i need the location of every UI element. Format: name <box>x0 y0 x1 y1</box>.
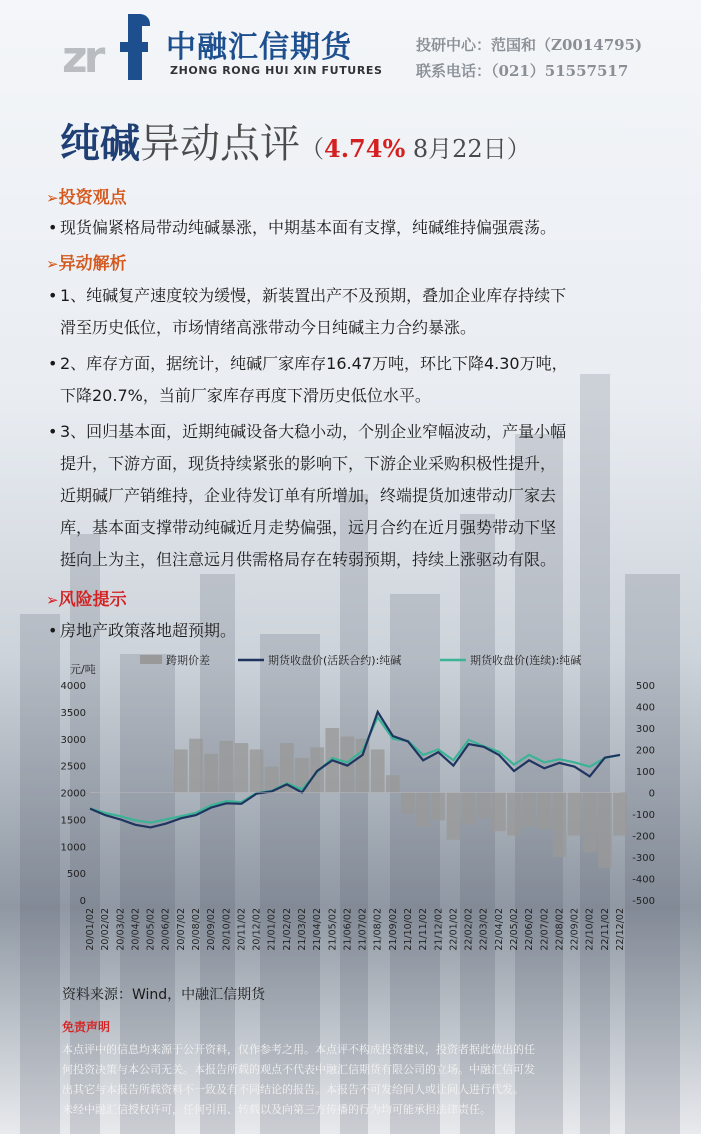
spread-bar <box>462 793 476 825</box>
disclaimer-text <box>62 1040 642 1120</box>
spread-bar <box>386 775 400 792</box>
x-tick-label: 21/04/02 <box>312 908 324 951</box>
x-tick-label: 20/04/02 <box>130 908 142 951</box>
list-item-cont: 下降20.7%，当前厂家库存再度下滑历史低位水平。 <box>60 386 431 405</box>
title-change: 4.74% <box>324 134 406 163</box>
arrow-icon: ➢ <box>46 255 59 273</box>
title-topic: 异动点评 <box>140 121 300 167</box>
list-item: • 房地产政策落地超预期。 <box>48 621 237 640</box>
section-risk-heading: ➢风险提示 <box>46 590 127 610</box>
y-tick-right: -500 <box>632 896 655 907</box>
y-axis-label: 元/吨 <box>70 663 96 676</box>
price-chart <box>0 645 701 975</box>
x-tick-label: 20/08/02 <box>191 908 202 951</box>
list-item: • 3、回归基本面，近期纯碱设备大稳小动，个别企业窄幅波动，产量小幅 <box>48 422 567 441</box>
x-tick-label: 22/04/02 <box>493 908 505 951</box>
spread-bar <box>204 754 218 793</box>
arrow-icon: ➢ <box>46 591 59 609</box>
x-tick-label: 21/05/02 <box>327 908 339 951</box>
spread-bar <box>522 793 536 827</box>
disclaimer-line: 未经中融汇信授权许可，任何引用、转载以及向第三方传播的行为均可能承担法律责任。 <box>62 1103 491 1116</box>
x-tick-label: 21/10/02 <box>403 908 414 951</box>
x-tick-label: 22/01/02 <box>448 908 460 951</box>
spread-bar <box>583 793 597 853</box>
legend-label: 期货收盘价(活跃合约):纯碱 <box>268 654 402 667</box>
list-item-cont: 挺向上为主，但注意远月供需格局存在转弱预期，持续上涨驱动有限。 <box>60 550 557 569</box>
title-product: 纯碱 <box>60 120 140 167</box>
spread-bar <box>219 741 233 793</box>
spread-bar <box>174 750 188 793</box>
section-risk-text <box>48 615 668 647</box>
x-tick-label: 21/03/02 <box>297 908 308 951</box>
chart-legend <box>140 653 581 667</box>
x-tick-label: 20/10/02 <box>221 908 233 951</box>
header <box>0 0 701 100</box>
spread-bar <box>492 793 506 832</box>
y-tick-left: 1500 <box>60 815 86 827</box>
x-tick-label: 22/05/02 <box>509 908 520 951</box>
spread-bar <box>553 793 567 858</box>
spread-bar <box>416 793 430 827</box>
x-tick-label: 22/02/02 <box>463 908 475 951</box>
list-item-cont: 库，基本面支撑带动纯碱近月走势偏强，远月合约在近月强势带动下坚 <box>60 518 557 537</box>
contact-analyst: 投研中心：范国和（Z0014795) <box>416 36 643 54</box>
title-paren: （ <box>300 135 324 163</box>
x-tick-label: 20/06/02 <box>160 908 172 951</box>
x-tick-label: 20/12/02 <box>251 908 263 951</box>
y-tick-right: 0 <box>648 788 655 800</box>
y-tick-right: -300 <box>632 853 655 864</box>
y-tick-left: 2000 <box>60 788 86 800</box>
spread-bar <box>568 793 582 836</box>
legend-label: 期货收盘价(连续):纯碱 <box>470 654 582 667</box>
disclaimer-line: 出其它与本报告所载资料不一致及有不同结论的报告。本报告不可发给间人或让间人进行代发。 <box>62 1083 524 1096</box>
spread-bar <box>613 793 627 836</box>
x-tick-label: 20/01/02 <box>85 908 96 951</box>
x-tick-label: 21/07/02 <box>357 908 369 951</box>
list-item-cont: 提升，下游方面，现货持续紧张的影响下，下游企业采购积极性提升， <box>60 454 557 473</box>
company-name-en: ZHONG RONG HUI XIN FUTURES <box>170 64 383 77</box>
y-tick-right: 300 <box>635 724 655 735</box>
disclaimer-line: 本点评中的信息均来源于公开资料，仅作参考之用。本点评不构成投资建议，投资者据此做出的任 <box>62 1043 535 1056</box>
company-name-cn: 中融汇信期货 <box>166 30 352 65</box>
legend-swatch <box>140 655 162 664</box>
x-tick-label: 22/07/02 <box>539 908 551 951</box>
spread-bars <box>174 728 627 868</box>
x-tick-label: 21/09/02 <box>387 908 399 951</box>
data-source: 资料来源：Wind，中融汇信期货 <box>62 987 266 1003</box>
x-tick-label: 21/02/02 <box>281 908 293 951</box>
x-tick-label: 20/05/02 <box>145 908 157 951</box>
spread-bar <box>477 793 491 819</box>
x-tick-label: 22/06/02 <box>524 908 536 951</box>
y-tick-right: -400 <box>632 874 655 886</box>
page-title <box>60 112 531 169</box>
spread-bar <box>431 793 445 821</box>
spread-bar <box>189 739 203 793</box>
spread-bar <box>507 793 521 836</box>
y-tick-right: -200 <box>632 831 655 843</box>
disclaimer-title: 免责声明 <box>62 1020 111 1034</box>
spread-bar <box>537 793 551 830</box>
spread-bar <box>356 739 370 793</box>
spread-bar <box>598 793 612 868</box>
x-tick-label: 20/03/02 <box>115 908 127 951</box>
title-date: 8月22日） <box>405 135 531 163</box>
x-tick-label: 20/07/02 <box>175 908 187 951</box>
y-tick-left: 3000 <box>60 734 86 746</box>
x-tick-label: 20/02/02 <box>100 908 112 951</box>
x-tick-label: 22/09/02 <box>569 908 581 951</box>
y-tick-right: 500 <box>635 681 655 692</box>
spread-bar <box>447 793 461 840</box>
x-tick-label: 22/08/02 <box>554 908 566 951</box>
y-tick-right: 200 <box>635 745 655 757</box>
section-analysis-heading: ➢异动解析 <box>46 254 127 274</box>
y-tick-left: 0 <box>79 896 86 907</box>
x-tick-label: 20/09/02 <box>206 908 218 951</box>
x-tick-label: 20/11/02 <box>236 908 248 951</box>
spread-bar <box>235 743 249 792</box>
y-tick-left: 2500 <box>60 761 86 773</box>
x-tick-label: 22/03/02 <box>478 908 490 951</box>
legend-label: 跨期价差 <box>166 654 210 667</box>
list-item: • 2、库存方面，据统计，纯碱厂家库存16.47万吨，环比下降4.30万吨， <box>48 354 568 373</box>
section-view-text <box>48 212 668 244</box>
contact-phone: 联系电话：（021）51557517 <box>416 62 629 80</box>
y-tick-right: -100 <box>632 810 655 821</box>
company-logo: zr <box>62 14 157 80</box>
y-tick-left: 500 <box>66 869 86 881</box>
x-tick-label: 21/11/02 <box>418 908 430 951</box>
section-view-heading: ➢投资观点 <box>46 188 127 208</box>
y-tick-right: 100 <box>635 767 655 778</box>
x-tick-label: 22/12/02 <box>615 908 626 951</box>
y-tick-left: 1000 <box>60 842 86 854</box>
x-tick-label: 22/11/02 <box>599 908 611 951</box>
x-tick-label: 21/12/02 <box>433 908 445 951</box>
list-item-cont: 滑至历史低位，市场情绪高涨带动今日纯碱主力合约暴涨。 <box>60 318 477 337</box>
x-tick-label: 21/06/02 <box>342 908 354 951</box>
x-tick-label: 22/10/02 <box>584 908 596 951</box>
spread-bar <box>401 793 415 815</box>
disclaimer-line: 何投资决策与本公司无关。本报告所载的观点不代表中融汇信期货有限公司的立场。中融汇信可发 <box>62 1063 535 1076</box>
y-tick-right: 400 <box>635 702 655 714</box>
spread-bar <box>250 750 264 793</box>
x-tick-label: 21/01/02 <box>266 908 278 951</box>
arrow-icon: ➢ <box>46 189 59 207</box>
list-item: • 1、纯碱复产速度较为缓慢，新装置出产不及预期，叠加企业库存持续下 <box>48 286 567 305</box>
x-tick-label: 21/08/02 <box>372 908 384 951</box>
y-tick-left: 3500 <box>60 707 86 719</box>
spread-bar <box>371 750 385 793</box>
section-analysis-text <box>48 280 668 576</box>
list-item-cont: 近期碱厂产销维持，企业待发订单有所增加，终端提货加速带动厂家去 <box>60 486 557 505</box>
list-item: • 现货偏紧格局带动纯碱暴涨，中期基本面有支撑，纯碱维持偏强震荡。 <box>48 218 557 237</box>
y-tick-left: 4000 <box>60 681 86 692</box>
